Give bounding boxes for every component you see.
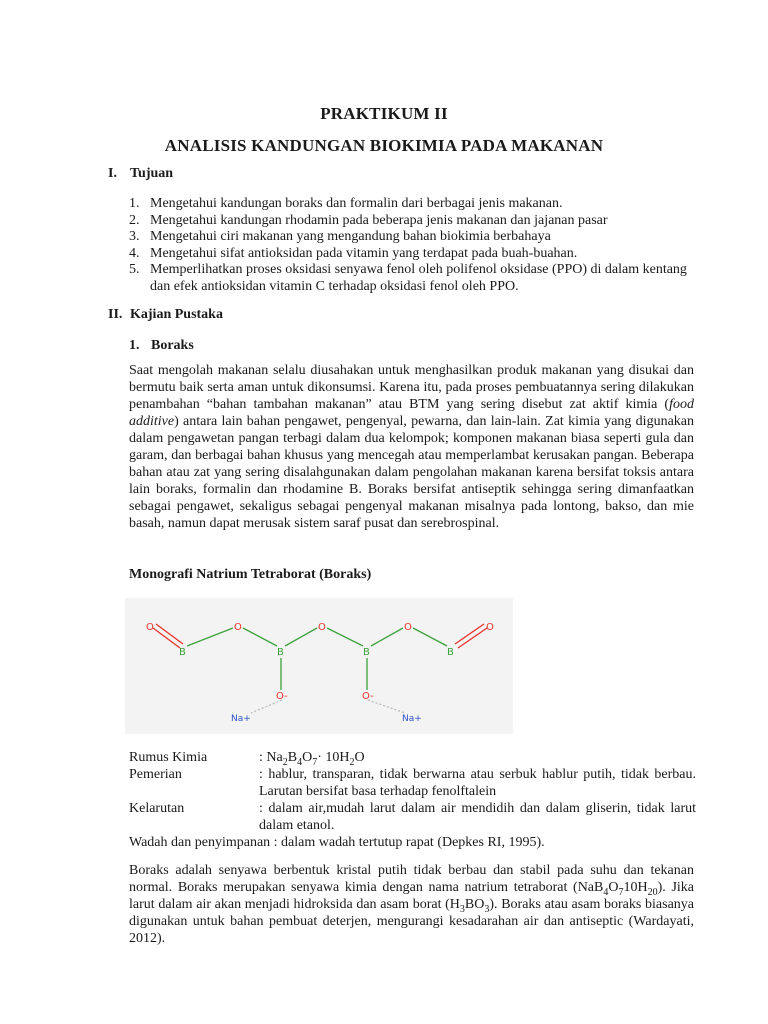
borax-structure-figure — [125, 598, 513, 734]
boron-atom: B — [277, 647, 284, 658]
list-number: 1. — [129, 196, 140, 211]
section-number: I. — [108, 166, 117, 181]
monograph-properties — [129, 749, 696, 851]
list-text: Memperlihatkan proses oksidasi senyawa fenol oleh polifenol oksidase (PPO) di dalam kentang dan efek antioksidan vitamin C terhadap oksidasi fenol oleh PPO. — [150, 262, 687, 294]
list-text: Mengetahui kandungan boraks dan formalin dari berbagai jenis makanan. — [150, 196, 563, 211]
paragraph-text: Saat mengolah makanan selalu diusahakan untuk menghasilkan produk makanan yang disukai dan bermutu baik serta aman untuk dikonsumsi. Karena itu, pada proses pembuatannya sering dilakukan penambahan “bahan tambahan makanan” atau BTM yang sering disebut zat aktif kimia ( — [129, 363, 694, 412]
list-item — [129, 262, 709, 295]
section-number: II. — [108, 307, 123, 322]
property-rumus-kimia — [129, 749, 696, 766]
list-text: Mengetahui kandungan rhodamin pada beberapa jenis makanan dan jajanan pasar — [150, 212, 608, 228]
list-item — [129, 229, 709, 246]
oxygen-atom: O — [486, 622, 494, 633]
paragraph-boraks-intro — [129, 362, 694, 532]
property-wadah: Wadah dan penyimpanan : dalam wadah tertutup rapat (Depkes RI, 1995). — [129, 835, 545, 850]
subsection-title: Boraks — [151, 338, 194, 353]
formula-subscript: 3 — [484, 903, 490, 915]
formula-text: B — [287, 750, 298, 765]
objectives-list — [129, 196, 709, 295]
list-number: 4. — [129, 245, 140, 261]
property-pemerian — [129, 766, 696, 800]
bond — [458, 628, 487, 648]
paragraph-text: BO — [464, 897, 485, 912]
property-label: Rumus Kimia — [129, 750, 208, 765]
section-title: Tujuan — [130, 166, 174, 181]
list-number: 3. — [129, 229, 140, 244]
paragraph-text: 10H — [623, 880, 648, 895]
page-subtitle: ANALISIS KANDUNGAN BIOKIMIA PADA MAKANAN — [164, 136, 604, 155]
property-value: : dalam air,mudah larut dalam air mendidih dan dalam gliserin, tidak larut dalam etanol. — [259, 801, 696, 833]
formula-subscript: 2 — [349, 756, 355, 768]
paragraph-text: O — [608, 880, 619, 895]
formula-subscript: 4 — [603, 886, 609, 898]
bond — [187, 628, 233, 646]
paragraph-text: ). Boraks atau asam boraks biasanya digunakan untuk bahan pembuat deterjen, mengurangi kesadarahan air dan antiseptic (Wardayati, 2012). — [129, 897, 694, 946]
formula-text: O — [354, 750, 365, 765]
borax-structure-diagram — [125, 598, 513, 734]
list-item — [129, 213, 709, 230]
paragraph-boraks-description — [129, 862, 694, 947]
boron-atom: B — [363, 647, 370, 658]
subsection-heading-boraks — [129, 338, 194, 354]
bond — [327, 628, 363, 646]
sodium-cation: Na+ — [402, 714, 422, 724]
section-heading-tujuan — [108, 166, 173, 182]
boron-atom: B — [179, 647, 186, 658]
property-label: Kelarutan — [129, 801, 185, 816]
property-kelarutan — [129, 800, 696, 834]
oxygen-atom: O — [146, 622, 154, 633]
formula-text: O — [302, 750, 313, 765]
oxygen-atom: O — [404, 622, 412, 633]
formula-subscript: 4 — [297, 756, 303, 768]
oxygen-atom: O — [234, 622, 242, 633]
monograph-title: Monografi Natrium Tetraborat (Boraks) — [129, 567, 372, 582]
subsection-number: 1. — [129, 338, 140, 353]
list-item — [129, 246, 709, 263]
list-text: Mengetahui sifat antioksidan pada vitamin yang terdapat pada buah-buahan. — [150, 245, 578, 261]
paragraph-text: Boraks adalah senyawa berbentuk kristal putih tidak berbau dan stabil pada suhu dan tekanan normal. Boraks merupakan senyawa kimia dengan nama natrium tetraborat (NaB — [129, 863, 694, 895]
paragraph-text: ) antara lain bahan pengawet, pengenyal, pewarna, dan lain-lain. Zat kimia yang digunakan dalam pengawetan pangan terbagi dalam dua kelompok; komponen makanan biasa seperti gula dan garam, dan berbagai bahan khusus yang mencegah atau memperlambat kerusakan pangan. Beberapa bahan atau zat yang sering disalahgunakan dalam pengolahan makanan karena bersifat toksis antara lain boraks, formalin dan rhodamine B. Boraks bersifat antiseptik sehingga sering dimanfaatkan sebagai pengawet, sekaligus sebagai pengenyal makanan misalnya pada lontong, bakso, dan mie basah, namun dapat merusak sistem saraf pusat dan serebrospinal. — [129, 414, 694, 531]
list-text: Mengetahui ciri makanan yang mengandung bahan biokimia berbahaya — [150, 229, 551, 244]
bond — [285, 628, 317, 646]
list-number: 5. — [129, 262, 140, 277]
formula-text: · 10H — [317, 750, 350, 765]
formula-subscript: 7 — [618, 886, 624, 898]
page-title: PRAKTIKUM II — [320, 104, 448, 123]
boron-atom: B — [447, 647, 454, 658]
oxygen-atom: O — [318, 622, 326, 633]
formula-subscript: 2 — [282, 756, 288, 768]
property-label: Pemerian — [129, 767, 182, 782]
bond — [243, 628, 277, 646]
paragraph-text: ). Jika larut dalam air akan menjadi hidroksida dan asam borat (H — [129, 880, 695, 912]
sodium-cation: Na+ — [231, 714, 251, 724]
list-item — [129, 196, 709, 213]
oxygen-anion: O- — [276, 691, 288, 702]
italic-term: food additive — [129, 397, 694, 429]
formula-subscript: 20 — [647, 886, 658, 898]
bond — [455, 624, 484, 644]
property-value: : hablur, transparan, tidak berwarna atau serbuk hablur putih, tidak berbau. Larutan bersifat basa terhadap fenolftalein — [259, 767, 696, 799]
section-heading-kajian — [108, 307, 223, 323]
bond — [413, 628, 447, 646]
list-number: 2. — [129, 212, 140, 228]
formula-subscript: 3 — [459, 903, 465, 915]
oxygen-anion: O- — [362, 691, 374, 702]
section-title: Kajian Pustaka — [130, 307, 223, 322]
formula-text: : Na — [259, 750, 283, 765]
formula-subscript: 7 — [312, 756, 318, 768]
bond — [371, 628, 403, 646]
